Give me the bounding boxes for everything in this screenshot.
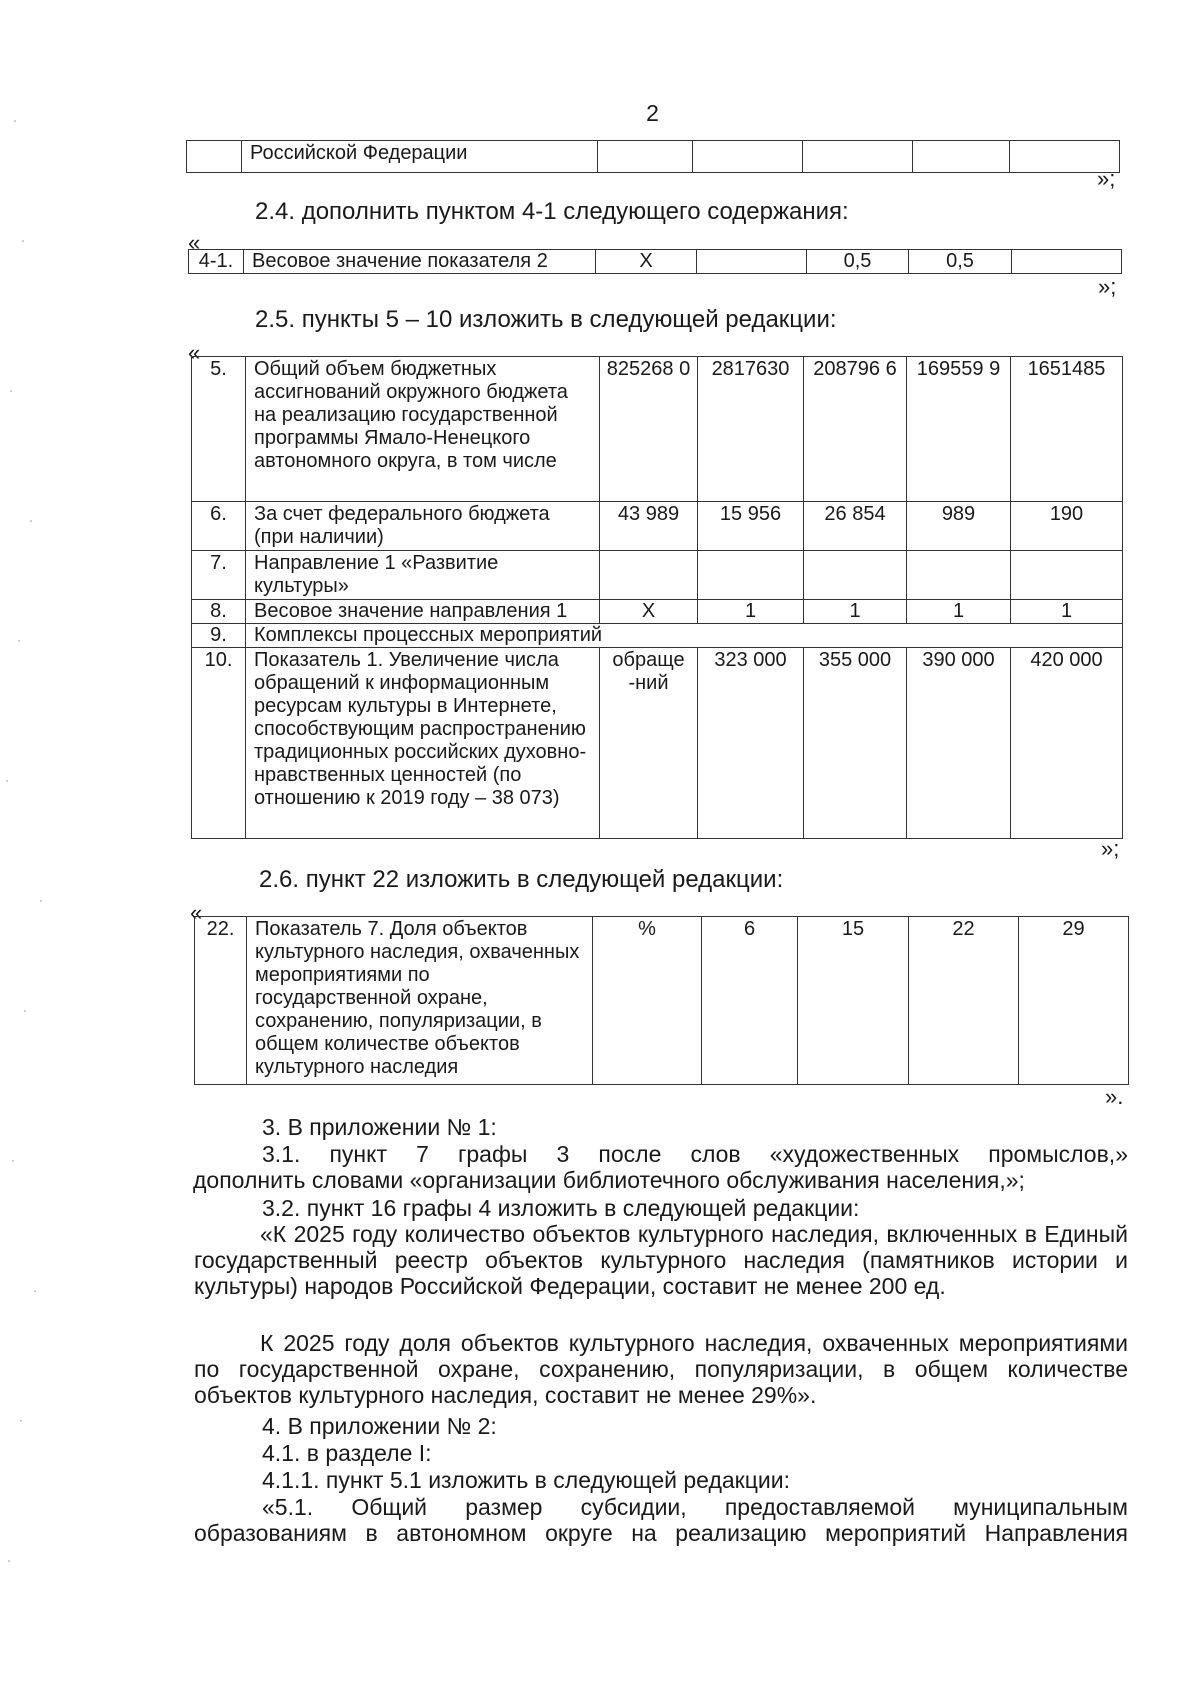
table-row <box>189 250 1122 274</box>
row-value-4: 22 <box>909 917 1019 1085</box>
row-name: Общий объем бюджетных ассигнований окружного бюджета на реализацию государственной программы Ямало-Ненецкого автономного округа, в том числе <box>246 357 600 502</box>
row-value-1: 825268 0 <box>600 357 698 502</box>
row-name: Показатель 7. Доля объектов культурного наследия, охваченных мероприятиями по государственной охране, сохранению, популяризации, в общем количестве объектов культурного наследия <box>247 917 593 1085</box>
paragraph-5-1-line-1: «5.1. Общий размер субсидии, предоставляемой муниципальным <box>262 1494 1128 1520</box>
section-2-4-heading: 2.4. дополнить пунктом 4-1 следующего содержания: <box>255 198 849 225</box>
row-value-5: 1651485 <box>1011 357 1123 502</box>
row-value-3: 0,5 <box>807 250 909 274</box>
table-section-2-4 <box>188 249 1122 274</box>
row-name: Комплексы процессных мероприятий <box>246 624 1123 648</box>
table-row <box>192 551 1123 600</box>
row-value-3 <box>804 551 907 600</box>
row-value-3: 26 854 <box>804 502 907 551</box>
row-value-4: 989 <box>907 502 1011 551</box>
table-top-fragment <box>186 140 1120 173</box>
row-value-3: 15 <box>798 917 909 1085</box>
row-value-1: X <box>596 250 697 274</box>
row-value-1: 43 989 <box>600 502 698 551</box>
row-value-2 <box>698 551 804 600</box>
closing-quote: »; <box>1097 166 1116 191</box>
row-number: 7. <box>192 551 246 600</box>
row-value-4: 1 <box>907 600 1011 624</box>
paragraph-quote-2: К 2025 году доля объектов культурного наследия, охваченных мероприятиями по государственной охране, сохранению, популяризации, в общем количестве объектов культурного наследия, составит не менее 29%». <box>194 1330 1128 1408</box>
row-value-5 <box>1012 250 1122 274</box>
closing-quote: »; <box>1101 836 1120 861</box>
row-name: Показатель 1. Увеличение числа обращений к информационным ресурсам культуры в Интернете, способствующим распространению традиционных российских духовно-нравственных ценностей (по отношению к 2019 году – 38 073) <box>246 648 600 839</box>
table-section-2-5 <box>191 356 1123 839</box>
row-value-2: 15 956 <box>698 502 804 551</box>
row-name: Весовое значение направления 1 <box>246 600 600 624</box>
paragraph-3: 3. В приложении № 1: <box>262 1114 497 1140</box>
row-name: Российской Федерации <box>242 141 598 173</box>
paragraph-4: 4. В приложении № 2: <box>262 1413 497 1439</box>
paragraph-4-1-1: 4.1.1. пункт 5.1 изложить в следующей редакции: <box>262 1467 790 1493</box>
row-value-2: 2817630 <box>698 357 804 502</box>
row-number: 6. <box>192 502 246 551</box>
row-value-3: 208796 6 <box>804 357 907 502</box>
closing-quote: »; <box>1098 274 1117 299</box>
page-number: 2 <box>646 100 659 126</box>
row-number: 8. <box>192 600 246 624</box>
row-value-4 <box>907 551 1011 600</box>
row-name: Весовое значение показателя 2 <box>244 250 596 274</box>
paragraph-3-2: 3.2. пункт 16 графы 4 изложить в следующей редакции: <box>262 1195 860 1221</box>
closing-quote: ». <box>1105 1084 1124 1109</box>
table-row <box>192 624 1123 648</box>
paragraph-quote-1: «К 2025 году количество объектов культурного наследия, включенных в Единый государственный реестр объектов культурного наследия (памятников истории и культуры) народов Российской Федерации, составит не менее 200 ед. <box>194 1221 1128 1299</box>
section-2-5-heading: 2.5. пункты 5 – 10 изложить в следующей редакции: <box>255 306 837 333</box>
row-value-2: 323 000 <box>698 648 804 839</box>
row-value-1: X <box>600 600 698 624</box>
section-2-6-heading: 2.6. пункт 22 изложить в следующей редакции: <box>259 866 784 893</box>
row-value-5: 190 <box>1011 502 1123 551</box>
row-number: 9. <box>192 624 246 648</box>
row-name: За счет федерального бюджета (при наличии) <box>246 502 600 551</box>
paragraph-4-1: 4.1. в разделе I: <box>262 1440 432 1466</box>
row-number: 4-1. <box>189 250 244 274</box>
row-value-4: 0,5 <box>909 250 1012 274</box>
paragraph-5-1-line-2: образованиям в автономном округе на реализацию мероприятий Направления <box>194 1520 1128 1546</box>
row-value-4: 169559 9 <box>907 357 1011 502</box>
row-value-1: обраще -ний <box>600 648 698 839</box>
row-value-3 <box>803 141 913 173</box>
table-row <box>192 600 1123 624</box>
row-value-2 <box>693 141 803 173</box>
row-value-3: 1 <box>804 600 907 624</box>
table-row <box>192 357 1123 502</box>
table-section-2-6 <box>194 916 1129 1085</box>
table-row <box>187 141 1120 173</box>
row-value-3: 355 000 <box>804 648 907 839</box>
row-value-5 <box>1011 551 1123 600</box>
row-value-2: 6 <box>702 917 798 1085</box>
opening-quote: « <box>190 900 203 925</box>
row-value-1 <box>598 141 693 173</box>
paragraph-3-1-line-1: 3.1. пункт 7 графы 3 после слов «художественных промыслов,» <box>262 1141 1128 1167</box>
opening-quote: « <box>188 230 201 255</box>
row-value-1: % <box>593 917 702 1085</box>
row-value-5: 29 <box>1019 917 1129 1085</box>
row-name: Направление 1 «Развитие культуры» <box>246 551 600 600</box>
row-number <box>187 141 242 173</box>
row-value-1 <box>600 551 698 600</box>
opening-quote: « <box>188 340 201 365</box>
row-number: 22. <box>195 917 247 1085</box>
row-value-2 <box>697 250 807 274</box>
row-number: 10. <box>192 648 246 839</box>
row-value-2: 1 <box>698 600 804 624</box>
row-value-5: 1 <box>1011 600 1123 624</box>
row-value-5: 420 000 <box>1011 648 1123 839</box>
table-row <box>192 648 1123 839</box>
paragraph-3-1-line-2: дополнить словами «организации библиотечного обслуживания населения,»; <box>193 1167 1025 1193</box>
row-value-4: 390 000 <box>907 648 1011 839</box>
table-row <box>192 502 1123 551</box>
row-value-4 <box>913 141 1010 173</box>
table-row <box>195 917 1129 1085</box>
row-number: 5. <box>192 357 246 502</box>
